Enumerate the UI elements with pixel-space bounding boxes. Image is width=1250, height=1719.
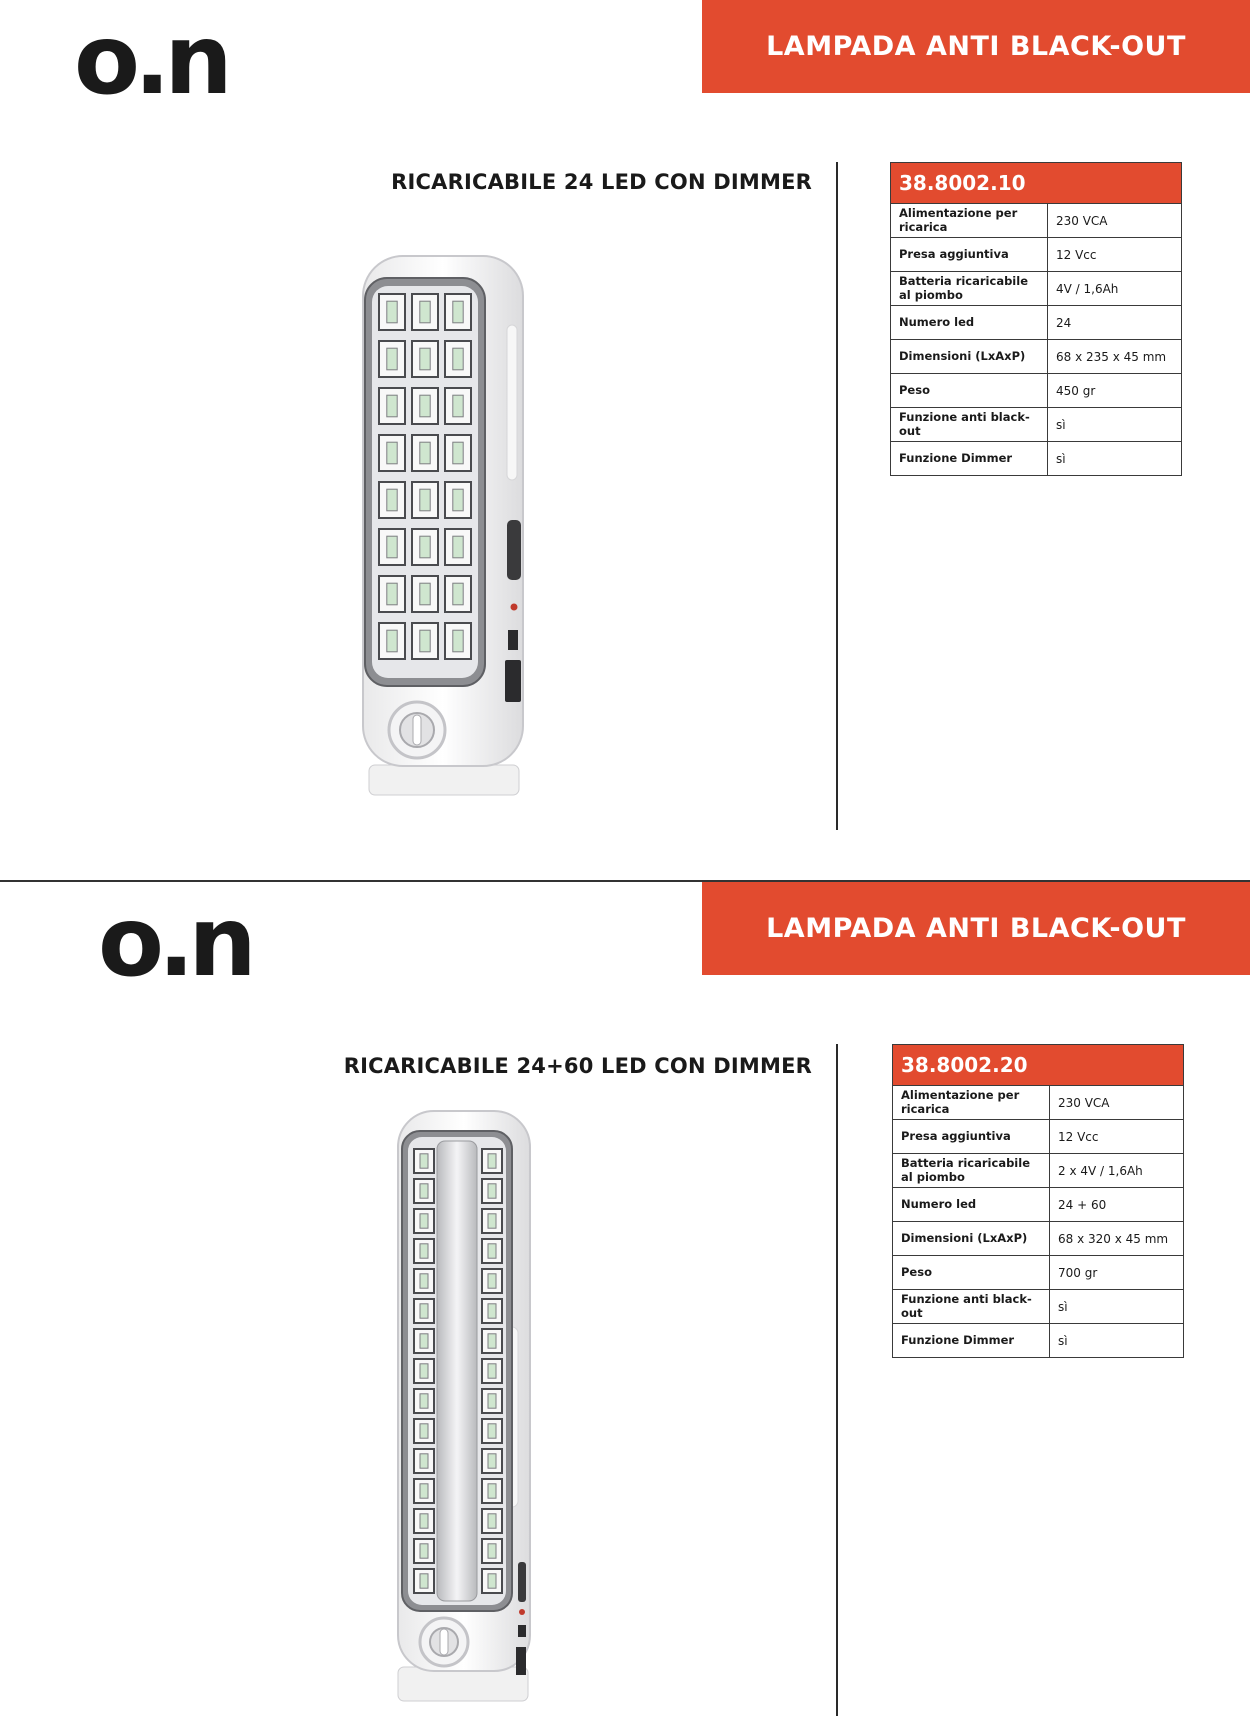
banner-text: LAMPADA ANTI BLACK-OUT — [766, 31, 1186, 62]
category-banner — [702, 0, 1250, 93]
spec-label: Funzione anti black-out — [893, 1290, 1050, 1324]
product-code: 38.8002.10 — [891, 163, 1182, 204]
spec-value: 24 — [1048, 306, 1182, 340]
product-image-lamp-24-led — [355, 250, 540, 805]
brand-logo — [98, 886, 251, 998]
spec-label: Dimensioni (LxAxP) — [893, 1222, 1050, 1256]
spec-row — [891, 204, 1182, 238]
spec-table — [892, 1044, 1184, 1358]
spec-row — [891, 306, 1182, 340]
spec-table — [890, 162, 1182, 476]
column-divider — [836, 162, 838, 830]
spec-value: sì — [1048, 442, 1182, 476]
spec-value: 4V / 1,6Ah — [1048, 272, 1182, 306]
product-image-lamp-24-60-led — [392, 1107, 542, 1707]
spec-value: 12 Vcc — [1050, 1120, 1184, 1154]
spec-row — [893, 1086, 1184, 1120]
spec-label: Presa aggiuntiva — [891, 238, 1048, 272]
spec-label: Dimensioni (LxAxP) — [891, 340, 1048, 374]
spec-row — [891, 442, 1182, 476]
spec-value: 68 x 235 x 45 mm — [1048, 340, 1182, 374]
spec-value: sì — [1050, 1290, 1184, 1324]
spec-value: 2 x 4V / 1,6Ah — [1050, 1154, 1184, 1188]
spec-row — [893, 1222, 1184, 1256]
spec-value: 230 VCA — [1048, 204, 1182, 238]
banner-text: LAMPADA ANTI BLACK-OUT — [766, 913, 1186, 944]
product-title: RICARICABILE 24 LED CON DIMMER — [391, 170, 812, 194]
brand-logo-text: o.n — [74, 4, 227, 116]
spec-row — [893, 1154, 1184, 1188]
spec-value: 450 gr — [1048, 374, 1182, 408]
spec-label: Presa aggiuntiva — [893, 1120, 1050, 1154]
spec-label: Peso — [891, 374, 1048, 408]
spec-row — [891, 272, 1182, 306]
spec-row — [893, 1256, 1184, 1290]
spec-value: sì — [1048, 408, 1182, 442]
column-divider — [836, 1044, 838, 1716]
spec-row — [891, 374, 1182, 408]
spec-value: 24 + 60 — [1050, 1188, 1184, 1222]
category-banner — [702, 882, 1250, 975]
spec-label: Alimentazione per ricarica — [891, 204, 1048, 238]
spec-label: Numero led — [891, 306, 1048, 340]
product-title: RICARICABILE 24+60 LED CON DIMMER — [343, 1054, 812, 1078]
spec-label: Funzione Dimmer — [893, 1324, 1050, 1358]
spec-label: Numero led — [893, 1188, 1050, 1222]
spec-row — [893, 1324, 1184, 1358]
product-code: 38.8002.20 — [893, 1045, 1184, 1086]
spec-row — [891, 238, 1182, 272]
spec-value: 230 VCA — [1050, 1086, 1184, 1120]
spec-label: Batteria ricaricabile al piombo — [893, 1154, 1050, 1188]
spec-label: Funzione Dimmer — [891, 442, 1048, 476]
spec-label: Batteria ricaricabile al piombo — [891, 272, 1048, 306]
spec-label: Funzione anti black-out — [891, 408, 1048, 442]
spec-label: Alimentazione per ricarica — [893, 1086, 1050, 1120]
brand-logo — [74, 4, 227, 116]
brand-logo-text: o.n — [98, 886, 251, 998]
spec-row — [893, 1188, 1184, 1222]
spec-value: 12 Vcc — [1048, 238, 1182, 272]
spec-label: Peso — [893, 1256, 1050, 1290]
spec-value: 68 x 320 x 45 mm — [1050, 1222, 1184, 1256]
spec-row — [893, 1290, 1184, 1324]
spec-row — [893, 1120, 1184, 1154]
spec-row — [891, 408, 1182, 442]
spec-code-row — [893, 1045, 1184, 1086]
spec-value: 700 gr — [1050, 1256, 1184, 1290]
spec-code-row — [891, 163, 1182, 204]
spec-value: sì — [1050, 1324, 1184, 1358]
product-sheet-2 — [0, 882, 1250, 1719]
spec-row — [891, 340, 1182, 374]
